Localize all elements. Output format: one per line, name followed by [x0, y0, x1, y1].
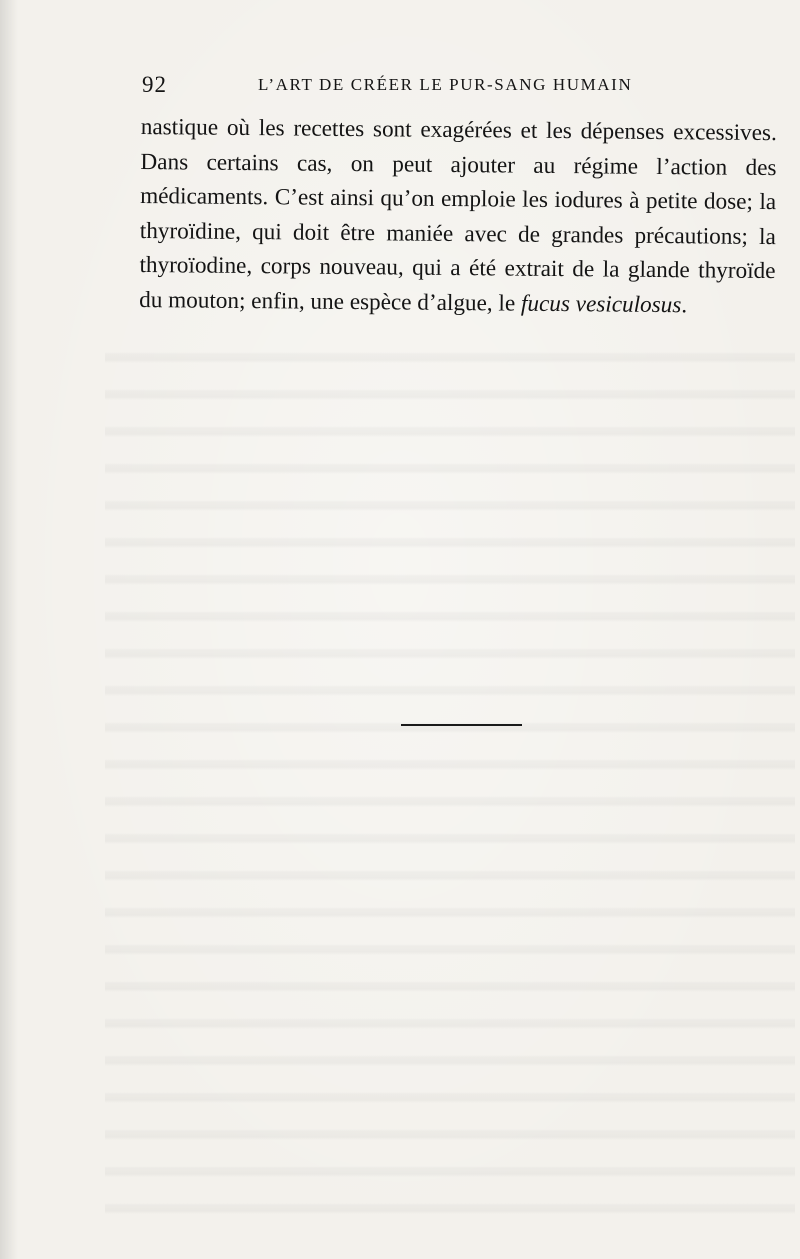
paragraph-text-main: nastique où les recettes sont exagérées et les dépenses excessives. Dans certains cas, on peut ajouter au régime l’action des médicaments. C’est ainsi qu’on emploie les iodures à petite dose; la thyroïdine, qui doit être maniée avec de grandes précautions; la thyroïodine, corps nouveau, qui a été extrait de la glande thyroïde du mouton; enfin, une espèce d’algue, le [139, 113, 777, 317]
running-head [142, 72, 676, 106]
paragraph-text [139, 110, 777, 323]
page-gutter-shadow [0, 0, 18, 1259]
paragraph-text-end: . [681, 291, 688, 318]
italic-species-name: fucus vesiculosus [520, 290, 682, 318]
body-paragraph [139, 110, 777, 323]
running-title: L’ART DE CRÉER LE PUR-SANG HUMAIN [258, 75, 633, 94]
section-divider [401, 724, 522, 726]
page-number: 92 [142, 72, 167, 97]
show-through-text [105, 330, 795, 1220]
